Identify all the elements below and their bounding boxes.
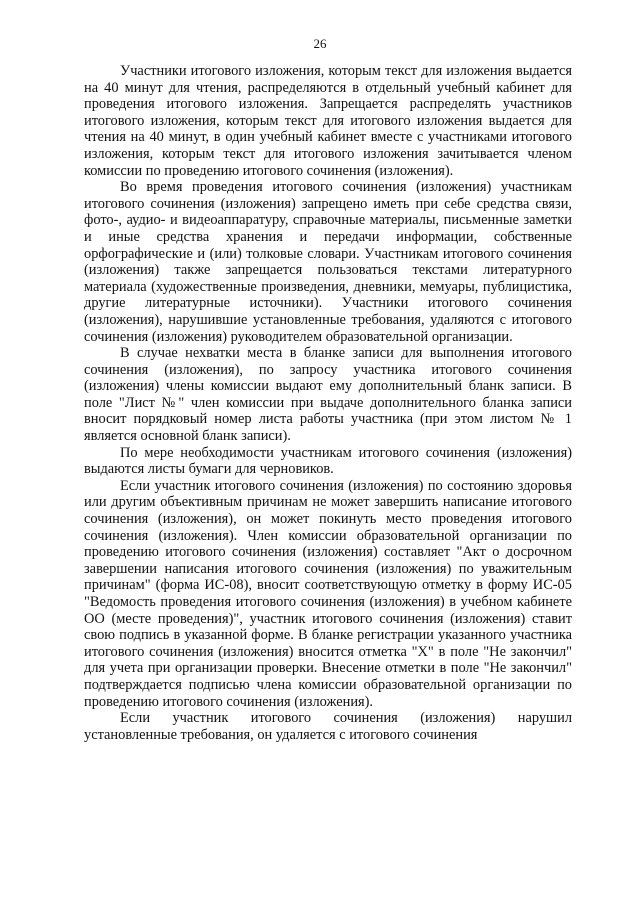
paragraph-1: Участники итогового изложения, которым текст для изложения выдается на 40 минут для чтения, распределяются в отдельный учебный кабинет для проведения итогового изложения. Запрещается распределять участников итогового изложения, которым текст для итогового изложения выдается для чтения на 40 минут, в один учебный кабинет вместе с участниками итогового изложения, которым текст для итогового изложения зачитывается членом комиссии по проведению итогового сочинения (изложения). (84, 63, 572, 179)
paragraph-2: Во время проведения итогового сочинения (изложения) участникам итогового сочинения (изложения) запрещено иметь при себе средства связи, фото-, аудио- и видеоаппаратуру, справочные материалы, письменные заметки и иные средства хранения и передачи информации, собственные орфографические и (или) толковые словари. Участникам итогового сочинения (изложения) также запрещается пользоваться текстами литературного материала (художественные произведения, дневники, мемуары, публицистика, другие литературные источники). Участники итогового сочинения (изложения), нарушившие установленные требования, удаляются с итогового сочинения (изложения) руководителем образовательной организации. (84, 179, 572, 345)
paragraph-5: Если участник итогового сочинения (изложения) по состоянию здоровья или другим объективным причинам не может завершить написание итогового сочинения (изложения), он может покинуть место проведения итогового сочинения (изложения). Член комиссии образовательной организации по проведению итогового сочинения (изложения) составляет "Акт о досрочном завершении написания итогового сочинения (изложения) по уважительным причинам" (форма ИС-08), вносит соответствующую отметку в форму ИС-05 "Ведомость проведения итогового сочинения (изложения) в учебном кабинете ОО (месте проведения)", участник итогового сочинения (изложения) ставит свою подпись в указанной форме. В бланке регистрации указанного участника итогового сочинения (изложения) вносится отметка "Х" в поле "Не закончил" для учета при организации проверки. Внесение отметки в поле "Не закончил" подтверждается подписью члена комиссии образовательной организации по проведению итогового сочинения (изложения). (84, 477, 572, 710)
paragraph-6: Если участник итогового сочинения (изложения) нарушил установленные требования, он удаляется с итогового сочинения (84, 710, 572, 743)
paragraph-3: В случае нехватки места в бланке записи для выполнения итогового сочинения (изложения), по запросу участника итогового сочинения (изложения) члены комиссии выдают ему дополнительный бланк записи. В поле "Лист №" член комиссии при выдаче дополнительного бланка записи вносит порядковый номер листа работы участника (при этом листом № 1 является основной бланк записи). (84, 345, 572, 445)
paragraph-4: По мере необходимости участникам итогового сочинения (изложения) выдаются листы бумаги для черновиков. (84, 444, 572, 478)
page-number: 26 (313, 36, 327, 51)
document-body (84, 63, 572, 743)
